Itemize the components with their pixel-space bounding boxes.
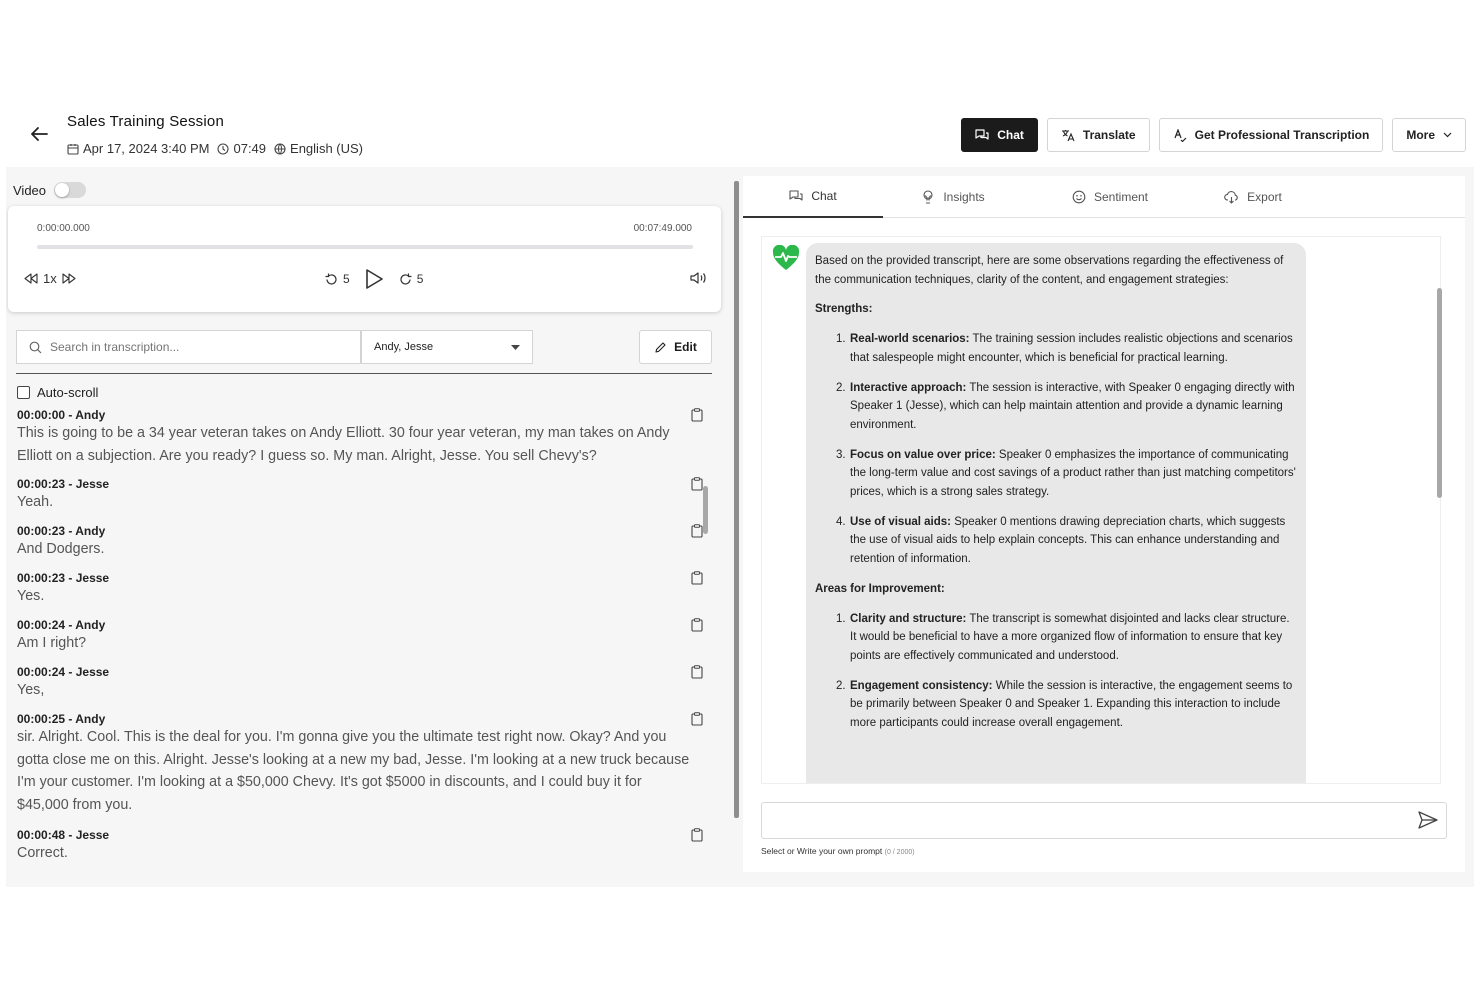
tab-sentiment-label: Sentiment — [1093, 190, 1149, 204]
chat-icon — [789, 190, 803, 203]
segment-separator: - — [65, 477, 76, 491]
language-item — [274, 141, 363, 156]
send-button[interactable] — [1418, 811, 1438, 834]
copy-segment-button[interactable] — [691, 665, 703, 684]
segment-header — [17, 408, 693, 422]
search-icon — [29, 341, 42, 354]
speed-up-icon[interactable] — [62, 273, 76, 284]
list-item-text: The training session includes realistic objections and scenarios that salespeople might encounter, which is beneficial for practical learning. — [850, 333, 1293, 364]
list-item-title: Use of visual aids: — [850, 515, 951, 528]
segment-time: 00:00:48 — [17, 828, 66, 842]
segment-text: This is going to be a 34 year veteran takes on Andy Elliott. 30 four year veteran, my man takes on Andy Elliott on a subjection. Are you ready? I guess so. My man. Alright, Jesse. You sell Chevy's? — [17, 425, 670, 464]
video-label: Video — [13, 182, 47, 198]
duration-item — [217, 141, 266, 156]
prompt-hint-text: Select or Write your own prompt — [761, 846, 883, 856]
list-item-title: Real-world scenarios: — [850, 333, 970, 346]
bot-avatar — [772, 245, 800, 276]
recording-meta — [67, 141, 363, 156]
clipboard-icon — [691, 712, 703, 726]
list-item — [815, 610, 1296, 666]
segment-speaker: Jesse — [75, 828, 110, 842]
segment-header — [17, 665, 693, 679]
segment-text: Yes. — [17, 588, 45, 604]
segment-separator: - — [65, 828, 76, 842]
strengths-list — [815, 330, 1296, 569]
professional-transcription-button[interactable] — [1159, 118, 1384, 152]
back-button[interactable] — [28, 123, 50, 145]
more-button-label: More — [1406, 128, 1435, 142]
segment-text: Yes, — [17, 682, 45, 698]
current-time: 0:00:00.000 — [37, 223, 90, 234]
calendar-icon — [67, 143, 79, 155]
segment-separator: - — [65, 665, 76, 679]
autoscroll-row — [17, 385, 98, 400]
segment-speaker: Andy — [75, 712, 106, 726]
edit-button[interactable] — [639, 330, 712, 364]
list-item — [815, 513, 1296, 569]
date-item — [67, 141, 209, 156]
list-item-number: 4. — [836, 515, 846, 528]
copy-segment-button[interactable] — [691, 408, 703, 427]
segment-header — [17, 524, 693, 538]
list-item-number: 3. — [836, 448, 846, 461]
segment-speaker: Andy — [75, 524, 106, 538]
transcript-segment[interactable] — [17, 524, 703, 571]
segment-speaker: Jesse — [75, 477, 110, 491]
video-toggle-row — [13, 182, 86, 198]
list-item-number: 1. — [836, 333, 846, 346]
play-icon[interactable] — [364, 268, 384, 290]
tab-sentiment[interactable] — [1035, 176, 1185, 218]
clipboard-icon — [691, 524, 703, 538]
prompt-input[interactable] — [762, 803, 1402, 838]
segment-header — [17, 828, 693, 842]
clipboard-icon — [691, 477, 703, 491]
speed-controls — [24, 271, 76, 286]
autoscroll-label: Auto-scroll — [37, 385, 99, 400]
tab-insights-label: Insights — [943, 190, 985, 204]
video-toggle[interactable] — [54, 182, 86, 198]
transcript-toolbar — [16, 330, 712, 374]
header — [6, 101, 1474, 167]
segment-speaker: Jesse — [75, 571, 110, 585]
forward-seconds: 5 — [416, 272, 424, 286]
autoscroll-checkbox[interactable] — [17, 386, 30, 399]
forward-icon — [398, 272, 413, 287]
copy-segment-button[interactable] — [691, 524, 703, 543]
segment-time: 00:00:23 — [17, 477, 66, 491]
playback-speed[interactable]: 1x — [43, 271, 57, 286]
segment-text: Correct. — [17, 845, 68, 861]
speaker-filter-value: Andy, Jesse — [374, 341, 434, 353]
segment-header — [17, 571, 693, 585]
copy-segment-button[interactable] — [691, 477, 703, 496]
segment-separator: - — [65, 618, 76, 632]
chat-button-label: Chat — [997, 128, 1024, 142]
list-item-text: While the session is interactive, the engagement seems to be primarily between Speaker 0 and Speaker 1. Expanding this interaction to include more participants could increase overall engagement. — [850, 679, 1293, 730]
transcript-segment[interactable] — [17, 477, 703, 524]
list-item — [815, 446, 1296, 502]
copy-segment-button[interactable] — [691, 571, 703, 590]
tab-export[interactable] — [1193, 176, 1313, 218]
transcript-segment[interactable] — [17, 571, 703, 618]
segment-text: Am I right? — [17, 635, 87, 651]
professional-transcription-label: Get Professional Transcription — [1194, 128, 1370, 142]
segment-separator: - — [65, 571, 76, 585]
segment-text: sir. Alright. Cool. This is the deal for you. I'm gonna give you the ultimate test right now. Okay? And you gotta close me on this. Alright. Jesse's looking at a new my bad, Jesse. I'm looking at a new truck because I'm your customer. I'm looking at a $50,000 Chevy. It's got $5000 in discounts, and I could buy it for $45,000 from you. — [17, 729, 690, 813]
transcript-segment[interactable] — [17, 828, 703, 875]
transcript-segment[interactable] — [17, 665, 703, 712]
improvements-heading: Areas for Improvement: — [815, 582, 945, 595]
list-item — [815, 677, 1296, 733]
list-item-number: 2. — [836, 381, 846, 394]
prompt-box — [761, 802, 1447, 839]
tab-chat[interactable] — [743, 176, 883, 218]
search-box — [16, 330, 361, 364]
chat-icon — [975, 129, 989, 142]
ai-tabs — [743, 176, 1465, 218]
forward-button[interactable] — [398, 272, 424, 287]
cloud-download-icon — [1224, 191, 1239, 204]
spellcheck-icon — [1173, 129, 1187, 142]
total-time: 00:07:49.000 — [633, 223, 692, 234]
globe-icon — [274, 143, 286, 155]
prompt-char-count: (0 / 2000) — [884, 849, 915, 856]
segment-header — [17, 477, 693, 491]
tab-export-label: Export — [1247, 190, 1282, 204]
recording-date: Apr 17, 2024 3:40 PM — [83, 141, 210, 156]
list-item-number: 1. — [836, 612, 846, 625]
segment-time: 00:00:00 — [17, 408, 66, 422]
chat-messages — [761, 236, 1441, 784]
progress-bar[interactable] — [37, 245, 693, 249]
segment-separator: - — [65, 712, 76, 726]
list-item — [815, 330, 1296, 367]
list-item-title: Interactive approach: — [850, 381, 967, 394]
segment-speaker: Andy — [75, 408, 106, 422]
clock-icon — [217, 143, 229, 155]
panel-resize-handle[interactable] — [734, 181, 739, 818]
translate-button-label: Translate — [1082, 128, 1136, 142]
transcript-list — [17, 408, 703, 887]
segment-text: And Dodgers. — [17, 541, 105, 557]
segment-header — [17, 712, 693, 726]
speaker-filter-select[interactable] — [361, 330, 533, 364]
transcript-scrollbar[interactable] — [703, 486, 708, 534]
volume-button[interactable] — [689, 271, 707, 290]
clipboard-icon — [691, 408, 703, 422]
transcript-segment[interactable] — [17, 712, 703, 828]
insights-icon — [921, 190, 935, 204]
segment-time: 00:00:24 — [17, 665, 66, 679]
list-item-text: Speaker 0 mentions drawing depreciation charts, which suggests the use of visual aids to help explain concepts. This can enhance understanding and retention of information. — [850, 515, 1286, 566]
page-title: Sales Training Session — [67, 113, 224, 130]
clipboard-icon — [691, 665, 703, 679]
segment-time: 00:00:23 — [17, 571, 66, 585]
segment-header — [17, 618, 693, 632]
strengths-heading: Strengths: — [815, 303, 873, 316]
edit-button-label: Edit — [674, 340, 697, 354]
transcript-segment[interactable] — [17, 408, 703, 477]
recording-duration: 07:49 — [233, 141, 267, 156]
volume-icon — [689, 271, 707, 285]
pencil-icon — [654, 341, 667, 354]
list-item — [815, 379, 1296, 435]
clipboard-icon — [691, 828, 703, 842]
heart-pulse-icon — [772, 245, 800, 271]
audio-player — [8, 206, 721, 312]
list-item-title: Engagement consistency: — [850, 679, 993, 692]
list-item-title: Clarity and structure: — [850, 612, 967, 625]
send-icon — [1418, 811, 1438, 829]
segment-time: 00:00:23 — [17, 524, 66, 538]
copy-segment-button[interactable] — [691, 618, 703, 637]
rewind-seconds: 5 — [343, 272, 350, 286]
message-intro: Based on the provided transcript, here are some observations regarding the effectiveness of the communication techniques, clarity of the content, and engagement strategies: — [815, 255, 1284, 286]
transcript-segment[interactable] — [17, 618, 703, 665]
app-window — [6, 101, 1474, 887]
recording-language: English (US) — [290, 141, 363, 156]
segment-time: 00:00:25 — [17, 712, 66, 726]
translate-button[interactable] — [1047, 118, 1150, 152]
slow-down-icon[interactable] — [24, 273, 38, 284]
rewind-icon — [324, 272, 339, 287]
copy-segment-button[interactable] — [691, 712, 703, 731]
tab-chat-label: Chat — [811, 189, 837, 203]
smiley-icon — [1072, 190, 1086, 204]
bot-message — [806, 243, 1306, 784]
chat-scrollbar[interactable] — [1437, 288, 1442, 498]
clipboard-icon — [691, 618, 703, 632]
segment-speaker: Andy — [75, 618, 106, 632]
tab-insights[interactable] — [883, 176, 1023, 218]
ai-panel — [743, 176, 1465, 872]
clipboard-icon — [691, 571, 703, 585]
segment-text: Yeah. — [17, 494, 54, 510]
search-input[interactable] — [50, 340, 340, 354]
list-item-text: The session is interactive, with Speaker 0 engaging directly with Speaker 1 (Jesse), which can help maintain attention and provide a dynamic learning environment. — [850, 381, 1295, 431]
more-button[interactable] — [1392, 118, 1466, 152]
list-item-text: Speaker 0 emphasizes the importance of communicating the long-term value and cost savings of a product rather than just matching competitors' prices, which is a strong sales strategy. — [850, 448, 1296, 499]
translate-icon — [1061, 129, 1075, 142]
arrow-left-icon — [30, 126, 48, 142]
transcript-panel — [6, 176, 722, 887]
segment-separator: - — [65, 408, 76, 422]
copy-segment-button[interactable] — [691, 828, 703, 847]
prompt-hint — [761, 846, 915, 856]
dropdown-arrow-icon — [511, 345, 520, 350]
improvements-list — [815, 610, 1296, 733]
segment-time: 00:00:24 — [17, 618, 66, 632]
chevron-down-icon — [1443, 132, 1452, 138]
segment-speaker: Jesse — [75, 665, 110, 679]
list-item-number: 2. — [836, 679, 846, 692]
chat-button[interactable] — [961, 118, 1038, 152]
list-item-title: Focus on value over price: — [850, 448, 996, 461]
transport-controls — [324, 268, 423, 290]
list-item-text: The transcript is somewhat disjointed and lacks clear structure. It would be beneficial to have a more organized flow of information to ensure that key points are effectively communicated and understood. — [850, 612, 1290, 662]
header-actions — [961, 118, 1466, 152]
segment-separator: - — [65, 524, 76, 538]
rewind-button[interactable] — [324, 272, 350, 287]
